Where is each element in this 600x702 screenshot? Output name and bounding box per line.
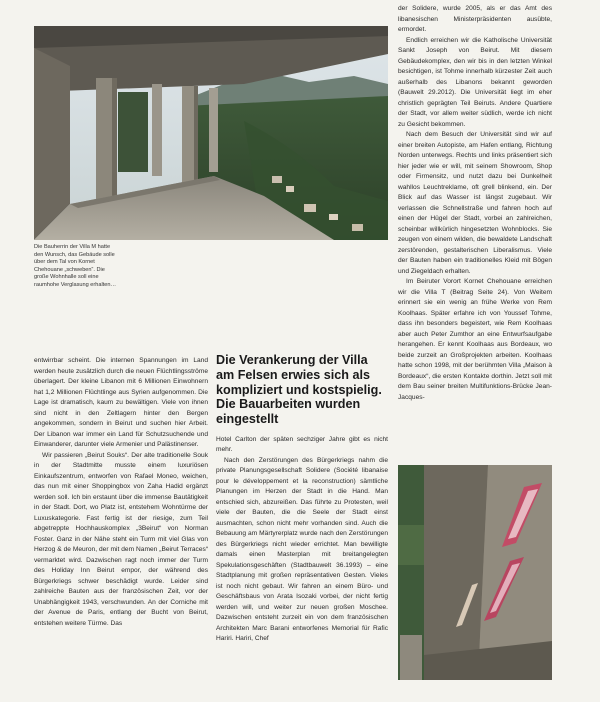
right-paragraph: Nach dem Besuch der Universität sind wir auf einer breiten Autopiste, am Hafen entlang, Richtung Norden unterwegs. Rechts und links präsentiert sich hier jeder wie er will, mit seinem Showroom, Shop oder Firmensitz, und nutzt dazu bei Dunkelheit wahllos Leuchtreklame, oft grell blinkend, ein. Der Blick auf das Wasser ist längst zugebaut. Wir verlassen die Schnellstraße und fahren hoch auf einen der Hügel der Stadt, vorbei an zahlreichen, scheinbar willkürlich hingesetzten Wohnblocks. Sie zeugen von einem wilden, die bewaldete Landschaft zerstörenden, gestalterischen Liberalismus. Viele der Bauten haben ein traditionelles Kleid mit Bögen und Ziegeldach erhalten. [398, 131, 552, 275]
photo-caption: Die Bauherrin der Villa M hatte den Wunsch, das Gebäude solle über dem Tal von Kornet Chehouane „schweben“. Die große Wohnhalle soll eine raumhohe Verglasung erhalten… [34, 244, 117, 288]
right-paragraph: Im Beiruter Vorort Kornet Chehouane erreichen wir die Villa T (Beitrag Seite 24). Von Weitem erinnert sie ein wenig an frühe Werke von Rem Koolhaas. Später erfahre ich von Youssef Tohme, dass ihn besonders begeistert, wie Rem Koolhaas aber auch Peter Zumthor an eine Entwurfsaufgabe herangehen. Er kennt Koolhaas aus Bordeaux, wo beide zurzeit an Großprojekten arbeiten. Koolhaas hatte schon 1998, mit der berühmten Villa „Maison à Bordeaux“, die ersten Kontakte dorthin. Jetzt soll mit dem Bau seiner breiten Multifunktions-Brücke Jean-Jacques- [398, 278, 552, 401]
mid-paragraph: Nach den Zerstörungen des Bürgerkriegs nahm die private Planungsgesellschaft Solidere (Société libanaise pour le développement et la reconstruction) sämtliche Planungen im Herzen der Stadt in die Hand. Man entschied sich, abzureißen. Das führte zu Protesten, weil viele der Bauten, die die Seele der Stadt einst ausmachten, schon nicht mehr vorhanden sind. Auch die Bebauung am Märtyrerplatz wurde nach den Zerstörungen des Bürgerkriegs nicht wieder errichtet. Man bewilligte damals einen Masterplan mit breitangelegten Spekulationsgeschäften (Stadtbauwelt 36.1993) – eine Stadtplanung mit großen repräsentativen Gesten. Vieles ist noch nicht gebaut. Wir fahren an einem Büro- und Geschäftsbaus von Arata Isozaki vorbei, der nicht fertig werden will, und weiter zur neuen großen Moschee. Dazwischen entsteht zurzeit ein von dem französischen Architekten Marc Barani entworfenes Memorial für Rafic Hariri. Hariri, Chef [216, 456, 388, 643]
villa-photo [34, 26, 388, 240]
middle-body [216, 435, 388, 645]
middle-column [216, 353, 388, 645]
right-paragraph: Endlich erreichen wir die Katholische Universität Sankt Joseph von Beirut. Mit diesem Gebäudekomplex, den wir bis in den letzten Winkel besichtigen, ist Tohme innerhalb kürzester Zeit auch außerhalb des Libanons bekannt geworden (Bauwelt 29.2012). Die Universität liegt im eher christlich geprägten Teil Beiruts. Andere Quartiere der Stadt, vor allem weiter südlich, werde ich nicht zu Gesicht bekommen. [398, 36, 552, 128]
mid-paragraph: Hotel Carlton der späten sechziger Jahre gibt es nicht mehr. [216, 435, 388, 454]
interior-photo [398, 465, 552, 680]
left-paragraph: Wir passieren „Beirut Souks“. Der alte traditionelle Souk in der Stadtmitte musste einem luxuriösen Einkaufszentrum, entworfen von Rafael Moneo, weichen, das nun mit einer Shoppingbox von Zaha Hadid ergänzt werden soll. Ich bin erstaunt über die immense Bautätigkeit in der Stadt. Dort, wo Platz ist, entstehem Wohntürme der Luxuskategorie. Fast fertig ist der riesige, zum Teil abgetreppte Hochhauskomplex „3Beirut“ von Norman Foster. Ganz in der Nähe steht ein Turm mit viel Glas von Herzog & de Meuron, der mit dem Namen „Beirut Terraces“ vermarktet wird. Dazwischen ragt noch immer der Turm des Holiday Inn Beirut empor, der während des Bürgerkriegs schwer beschädigt wurde. Leider sind zahlreiche Bauten aus der französischen Zeit, vor der Unabhängigkeit 1943, verschwunden. An der Corniche mit der Avenue de Paris, entlang der Bucht von Beirut, entstehen weitere Türme. Das [34, 451, 208, 627]
left-paragraph: entwirrbar scheint. Die internen Spannungen im Land werden heute zusätzlich durch die neuen Flüchtlingsströme überlagert. Der kleine Libanon mit 6 Millionen Einwohnern hat 1,2 Millionen Flüchtlinge aus Syrien aufgenommen. Die Lage ist dramatisch, kaum zu bewältigen. Viele von ihnen sind nicht in den Zeltlagern hinter den Bergen angekommen, sondern in Beirut und suchen hier Arbeit. Der Libanon war immer ein Land für Schutzsuchende und Einwanderer, darunter viele Armenier und Palästinenser. [34, 357, 208, 448]
interior-photo-image [398, 465, 552, 680]
pull-headline: Die Verankerung der Villa am Felsen erwies sich als kompliziert und kostspielig. Die Bauarbeiten wurden eingestellt [216, 353, 382, 427]
villa-photo-image [34, 26, 388, 240]
left-column [34, 356, 208, 629]
right-column [398, 4, 552, 403]
right-paragraph: der Solidere, wurde 2005, als er das Amt des libanesischen Ministerpräsidenten ausübte, ermordet. [398, 5, 552, 33]
